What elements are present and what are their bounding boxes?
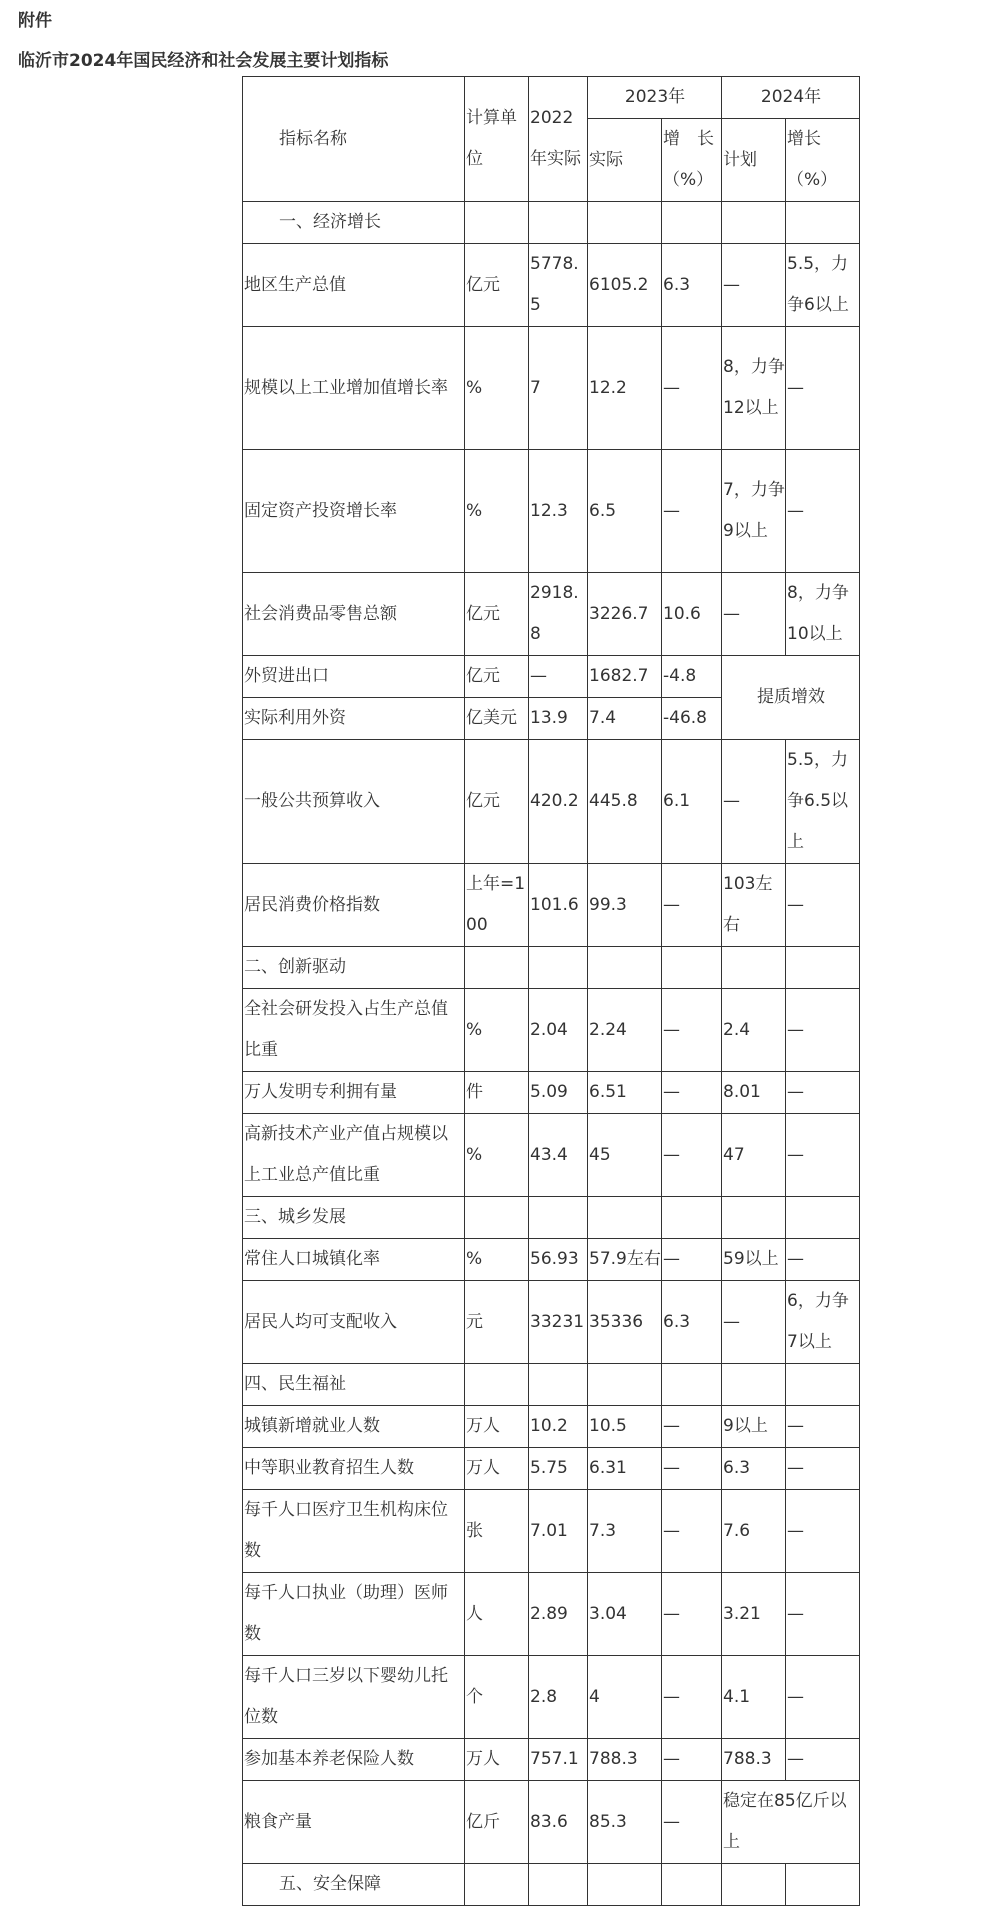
table-row [243,573,860,656]
value-2023-growth: — [662,989,722,1072]
value-2022: 757.1 [529,1739,588,1781]
section-row [243,1864,860,1906]
value-2023-actual: 10.5 [588,1406,662,1448]
header-2023-growth: 增 长（%） [662,119,722,202]
document-title: 临沂市2024年国民经济和社会发展主要计划指标 [18,51,389,71]
value-2023-growth: — [662,1781,722,1864]
value-2024-growth: — [786,1114,860,1197]
table-row [243,1281,860,1364]
value-2024-growth: — [786,1490,860,1573]
value-2023-growth: — [662,864,722,947]
value-2024-plan: 788.3 [722,1739,786,1781]
value-2022: 101.6 [529,864,588,947]
value-2024-plan: 8.01 [722,1072,786,1114]
indicator-name: 每千人口执业（助理）医师数 [243,1573,465,1656]
value-2023-growth: — [662,1656,722,1739]
indicator-name: 每千人口三岁以下婴幼儿托位数 [243,1656,465,1739]
value-2023-growth: — [662,327,722,450]
unit-cell: 万人 [465,1406,529,1448]
unit-cell: 张 [465,1490,529,1573]
section-title: 五、安全保障 [243,1864,465,1906]
table-row [243,327,860,450]
value-2024-plan: 8，力争12以上 [722,327,786,450]
unit-cell: 元 [465,1281,529,1364]
value-2024-plan: — [722,1281,786,1364]
table-row [243,1573,860,1656]
indicator-name: 实际利用外资 [243,698,465,740]
unit-cell: 亿元 [465,573,529,656]
value-2023-growth: — [662,1114,722,1197]
value-2022: 2.89 [529,1573,588,1656]
header-2024-growth: 增长（%） [786,119,860,202]
value-2024-plan: 7.6 [722,1490,786,1573]
value-2024-plan: — [722,244,786,327]
value-2023-actual: 1682.7 [588,656,662,698]
indicator-name: 高新技术产业产值占规模以上工业总产值比重 [243,1114,465,1197]
table-row [243,989,860,1072]
value-2024-plan: 3.21 [722,1573,786,1656]
section-title: 一、经济增长 [243,202,465,244]
value-2022: 33231 [529,1281,588,1364]
value-2024-plan: — [722,573,786,656]
value-2024-growth: — [786,450,860,573]
value-2024-growth: 6，力争7以上 [786,1281,860,1364]
indicator-name: 地区生产总值 [243,244,465,327]
unit-cell: % [465,1239,529,1281]
table-row [243,244,860,327]
value-2023-growth: 6.3 [662,1281,722,1364]
value-2024-growth: 8，力争10以上 [786,573,860,656]
table-row [243,1448,860,1490]
section-row [243,947,860,989]
value-2023-growth: 10.6 [662,573,722,656]
section-title: 二、创新驱动 [243,947,465,989]
header-2024: 2024年 [722,77,860,119]
header-2024-plan: 计划 [722,119,786,202]
indicator-name: 一般公共预算收入 [243,740,465,864]
value-2023-actual: 7.3 [588,1490,662,1573]
unit-cell: 个 [465,1656,529,1739]
value-2023-actual: 7.4 [588,698,662,740]
value-2022: 420.2 [529,740,588,864]
value-2023-actual: 2.24 [588,989,662,1072]
value-2024-plan: 7，力争9以上 [722,450,786,573]
table-row [243,1406,860,1448]
section-row [243,1364,860,1406]
value-2022: 10.2 [529,1406,588,1448]
value-2023-actual: 99.3 [588,864,662,947]
unit-cell: 亿元 [465,244,529,327]
unit-cell: % [465,1114,529,1197]
table-row [243,740,860,864]
indicator-name: 参加基本养老保险人数 [243,1739,465,1781]
indicator-name: 每千人口医疗卫生机构床位数 [243,1490,465,1573]
value-2022: 2.8 [529,1656,588,1739]
value-2023-growth: — [662,1739,722,1781]
value-2024-growth: — [786,1739,860,1781]
value-2023-actual: 85.3 [588,1781,662,1864]
value-2023-growth: — [662,1239,722,1281]
value-2023-growth: -4.8 [662,656,722,698]
value-2023-actual: 35336 [588,1281,662,1364]
value-2022: 5.09 [529,1072,588,1114]
value-2023-growth: -46.8 [662,698,722,740]
table-row [243,450,860,573]
table-row [243,1114,860,1197]
unit-cell: % [465,989,529,1072]
unit-cell: 亿元 [465,740,529,864]
header-2022-actual: 2022年实际 [529,77,588,202]
indicator-name: 社会消费品零售总额 [243,573,465,656]
value-2024-growth: — [786,1072,860,1114]
value-2024-growth: — [786,1239,860,1281]
value-2022: 83.6 [529,1781,588,1864]
value-2024-growth: — [786,327,860,450]
value-2024-growth: — [786,989,860,1072]
value-2022: — [529,656,588,698]
value-2023-actual: 445.8 [588,740,662,864]
value-2022: 13.9 [529,698,588,740]
indicator-name: 粮食产量 [243,1781,465,1864]
section-title: 三、城乡发展 [243,1197,465,1239]
value-2023-growth: 6.3 [662,244,722,327]
value-2023-actual: 4 [588,1656,662,1739]
unit-cell: 亿元 [465,656,529,698]
header-indicator-name: 指标名称 [243,77,465,202]
indicator-name: 居民人均可支配收入 [243,1281,465,1364]
table-row [243,1239,860,1281]
value-2024-plan: 47 [722,1114,786,1197]
indicator-name: 中等职业教育招生人数 [243,1448,465,1490]
value-2023-actual: 45 [588,1114,662,1197]
unit-cell: % [465,327,529,450]
plan-indicators-table [242,76,860,1906]
value-2022: 2918.8 [529,573,588,656]
value-2022: 5.75 [529,1448,588,1490]
value-2024-merged: 提质增效 [722,656,860,740]
indicator-name: 规模以上工业增加值增长率 [243,327,465,450]
indicator-name: 固定资产投资增长率 [243,450,465,573]
value-2023-growth: — [662,1448,722,1490]
value-2023-actual: 6.51 [588,1072,662,1114]
table-row [243,1781,860,1864]
value-2023-growth: — [662,1406,722,1448]
header-unit: 计算单位 [465,77,529,202]
value-2023-actual: 6.31 [588,1448,662,1490]
value-2022: 43.4 [529,1114,588,1197]
value-2023-actual: 3.04 [588,1573,662,1656]
unit-cell: 亿斤 [465,1781,529,1864]
value-2023-growth: — [662,1573,722,1656]
table-row [243,1739,860,1781]
table-row [243,1072,860,1114]
value-2024-growth: — [786,1406,860,1448]
value-2023-growth: — [662,450,722,573]
value-2024-plan: 59以上 [722,1239,786,1281]
indicator-name: 外贸进出口 [243,656,465,698]
value-2023-actual: 12.2 [588,327,662,450]
table-row [243,656,860,698]
value-2022: 2.04 [529,989,588,1072]
table-row [243,1490,860,1573]
value-2024-growth: — [786,1656,860,1739]
indicator-name: 全社会研发投入占生产总值比重 [243,989,465,1072]
header-2023: 2023年 [588,77,722,119]
value-2023-actual: 6.5 [588,450,662,573]
unit-cell: % [465,450,529,573]
table-row [243,1656,860,1739]
value-2024-growth: — [786,1448,860,1490]
indicator-name: 万人发明专利拥有量 [243,1072,465,1114]
value-2023-growth: 6.1 [662,740,722,864]
value-2022: 7 [529,327,588,450]
indicator-name: 常住人口城镇化率 [243,1239,465,1281]
value-2022: 5778.5 [529,244,588,327]
value-2023-growth: — [662,1072,722,1114]
unit-cell: 万人 [465,1739,529,1781]
value-2023-actual: 57.9左右 [588,1239,662,1281]
value-2024-growth: — [786,1573,860,1656]
table-row [243,864,860,947]
value-2024-growth: 5.5，力争6.5以上 [786,740,860,864]
unit-cell: 亿美元 [465,698,529,740]
unit-cell: 万人 [465,1448,529,1490]
section-row [243,1197,860,1239]
value-2024-merged: 稳定在85亿斤以上 [722,1781,860,1864]
value-2023-actual: 788.3 [588,1739,662,1781]
indicator-name: 居民消费价格指数 [243,864,465,947]
value-2024-plan: 4.1 [722,1656,786,1739]
header-row-1 [243,77,860,119]
attachment-label: 附件 [18,11,52,31]
value-2023-growth: — [662,1490,722,1573]
value-2024-plan: — [722,740,786,864]
value-2022: 7.01 [529,1490,588,1573]
unit-cell: 人 [465,1573,529,1656]
unit-cell: 件 [465,1072,529,1114]
indicator-name: 城镇新增就业人数 [243,1406,465,1448]
unit-cell: 上年=100 [465,864,529,947]
value-2024-plan: 6.3 [722,1448,786,1490]
value-2024-growth: — [786,864,860,947]
section-title: 四、民生福祉 [243,1364,465,1406]
value-2024-growth: 5.5，力争6以上 [786,244,860,327]
value-2024-plan: 9以上 [722,1406,786,1448]
value-2024-plan: 2.4 [722,989,786,1072]
value-2023-actual: 6105.2 [588,244,662,327]
header-2023-actual: 实际 [588,119,662,202]
value-2024-plan: 103左右 [722,864,786,947]
value-2022: 12.3 [529,450,588,573]
value-2022: 56.93 [529,1239,588,1281]
value-2023-actual: 3226.7 [588,573,662,656]
section-row [243,202,860,244]
